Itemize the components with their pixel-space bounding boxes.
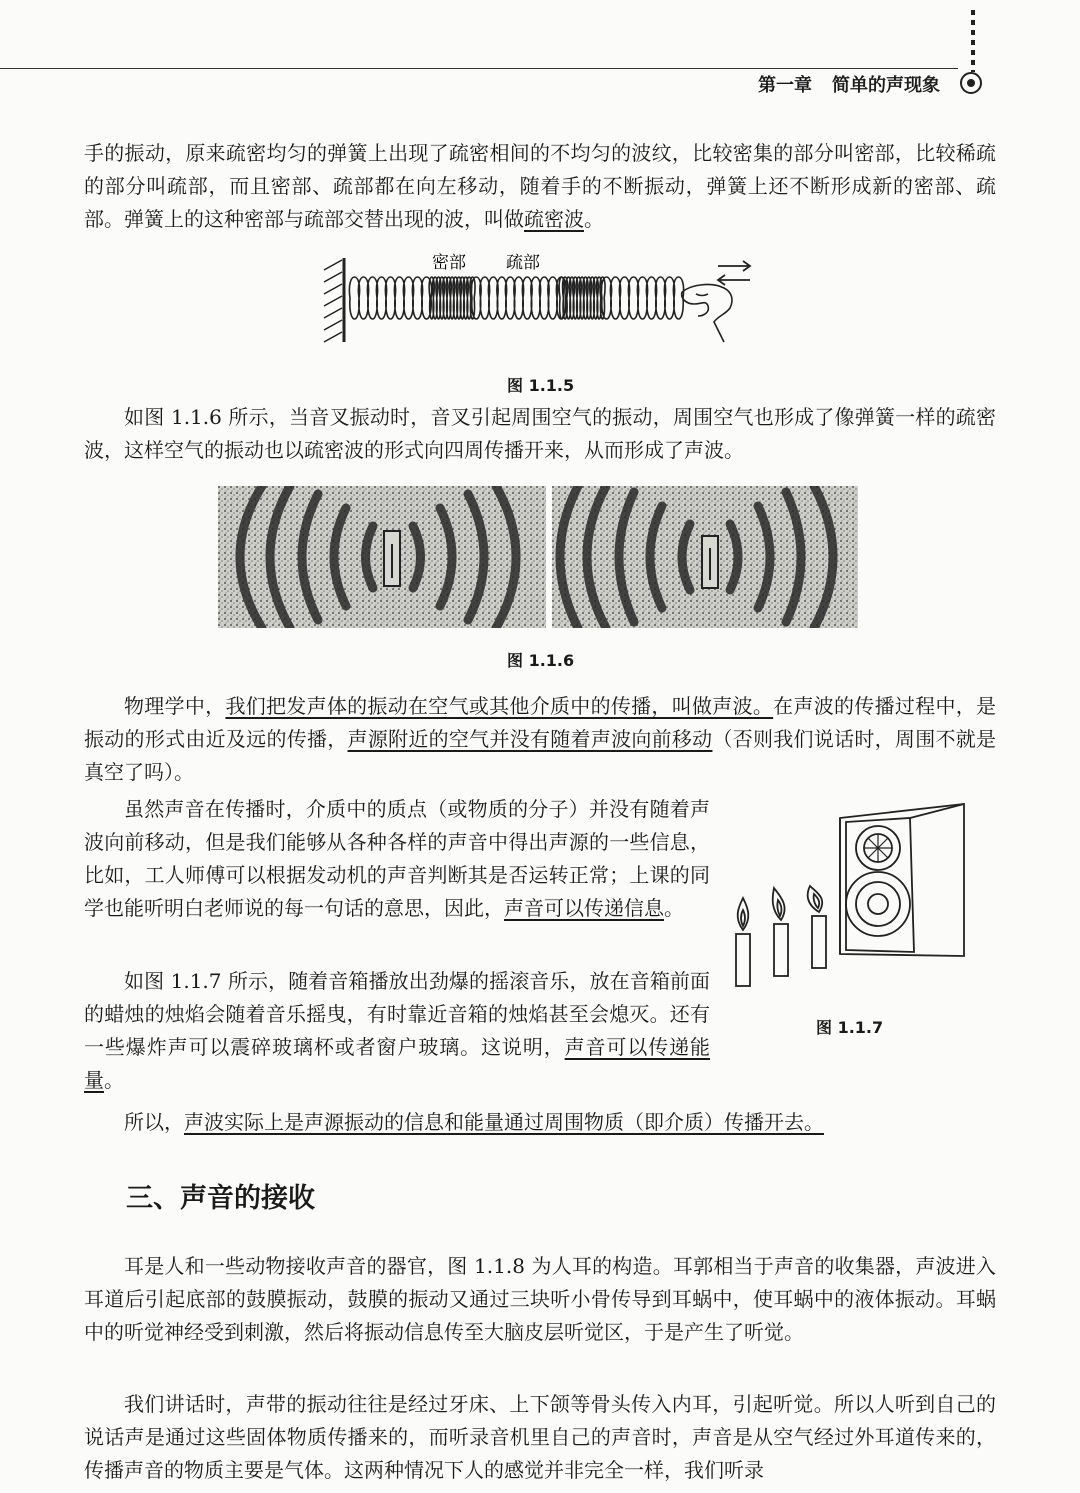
label-dense: 密部 <box>432 253 466 273</box>
label-sparse: 疏部 <box>506 253 540 273</box>
paragraph-tuning-fork: 如图 1.1.6 所示，当音叉振动时，音叉引起周围空气的振动，周围空气也形成了像弹簧一样的疏密波，这样空气的振动也以疏密波的形式向四周传播开来，从而形成了声波。 <box>84 405 996 462</box>
chapter-title: 简单的声现象 <box>832 75 940 96</box>
paragraph-bone-conduction: 我们讲话时，声带的振动往往是经过牙床、上下颌等骨头传入内耳，引起听觉。所以人听到自己的说话声是通过这些固体物质传播来的，而听录音机里自己的声音时，声音是从空气经过外耳道传来的，传播声音的物质主要是气体。这两种情况下人的感觉并非完全一样，我们听录 <box>84 1392 996 1482</box>
spring-diagram <box>320 248 760 348</box>
p3-text-b: 在声波的传播过程中，是振动的形式由近及远的传播， <box>84 694 997 751</box>
p4-text: 虽然声音在传播时，介质中的质点（或物质的分子）并没有随着声波向前移动，但是我们能够从各种各样的声音中得出声源的一些信息，比如，工人师傅可以根据发动机的声音判断其是否运转正常；上课的同学也能听明白老师说的每一句话的意思，因此， <box>84 797 710 920</box>
p3-text-a: 物理学中， <box>124 694 226 718</box>
speaker-candles-diagram <box>728 800 968 992</box>
target-icon <box>960 72 982 94</box>
candle-icon-2 <box>774 924 788 976</box>
candle-icon <box>736 934 750 986</box>
paragraph-text: 手的振动，原来疏密均匀的弹簧上出现了疏密相间的不均匀的波纹，比较密集的部分叫密部，比较稀疏的部分叫疏部，而且密部、疏部都在向左移动，随着手的不断振动，弹簧上还不断形成新的密部、疏部。弹簧上的这种密部与疏部交替出现的波，叫做 <box>84 141 996 231</box>
figure-1-1-6-caption: 图 1.1.6 <box>507 651 575 670</box>
p4-end: 。 <box>664 896 684 920</box>
paragraph-ear: 耳是人和一些动物接收声音的器官，图 1.1.8 为人耳的构造。耳郭相当于声音的收集器，声波进入耳道后引起底部的鼓膜振动，鼓膜的振动又通过三块听小骨传导到耳蜗中，使耳蜗中的液体振动。耳蜗中的听觉神经受到刺激，然后将振动信息传至大脑皮层听觉区，于是产生了听觉。 <box>84 1254 996 1344</box>
paragraph-transmit-energy <box>84 965 710 1097</box>
running-header <box>758 71 960 97</box>
figure-1-1-5-caption: 图 1.1.5 <box>507 376 575 395</box>
paragraph-conclusion <box>84 1106 996 1139</box>
p3-underlined-1: 我们把发声体的振动在空气或其他介质中的传播，叫做声波。 <box>225 694 774 718</box>
paragraph-transmit-information <box>84 793 710 925</box>
hand-icon <box>682 285 732 342</box>
wave-photo-left <box>218 486 546 628</box>
section-heading: 三、声音的接收 <box>126 1183 315 1214</box>
candle-icon-3 <box>812 916 826 968</box>
sound-wave-image-2 <box>552 486 858 628</box>
paragraph-spring-wave <box>84 137 996 236</box>
paragraph-end: 。 <box>584 207 604 231</box>
p5-underlined: 声音可以传递能量 <box>84 1035 711 1092</box>
sound-wave-image <box>218 486 546 628</box>
p6-underlined: 声波实际上是声源振动的信息和能量通过周围物质（即介质）传播开去。 <box>184 1110 824 1134</box>
term-underlined: 疏密波 <box>524 207 584 231</box>
p3-underlined-2: 声源附近的空气并没有随着声波向前移动 <box>347 727 713 751</box>
header-rule <box>0 68 958 69</box>
p4-underlined: 声音可以传递信息 <box>504 896 664 920</box>
p3-text-c: （否则我们说话时，周围不就是真空了吗）。 <box>84 727 997 784</box>
arrows-icon <box>718 261 750 285</box>
figure-1-1-7-caption: 图 1.1.7 <box>816 1018 884 1037</box>
p6-text: 所以， <box>124 1110 184 1134</box>
chapter-number: 第一章 <box>758 75 812 96</box>
spring-path <box>349 277 683 319</box>
spring-coils <box>349 277 683 319</box>
header-dots <box>971 10 975 72</box>
p5-text: 如图 1.1.7 所示，随着音箱播放出劲爆的摇滚音乐，放在音箱前面的蜡烛的烛焰会随着音乐摇曳，有时靠近音箱的烛焰甚至会熄灭。还有一些爆炸声可以震碎玻璃杯或者窗户玻璃。这说明， <box>84 969 710 1059</box>
wave-photo-right <box>552 486 858 628</box>
paragraph-sound-wave-definition <box>84 690 996 789</box>
p5-end: 。 <box>104 1068 124 1092</box>
